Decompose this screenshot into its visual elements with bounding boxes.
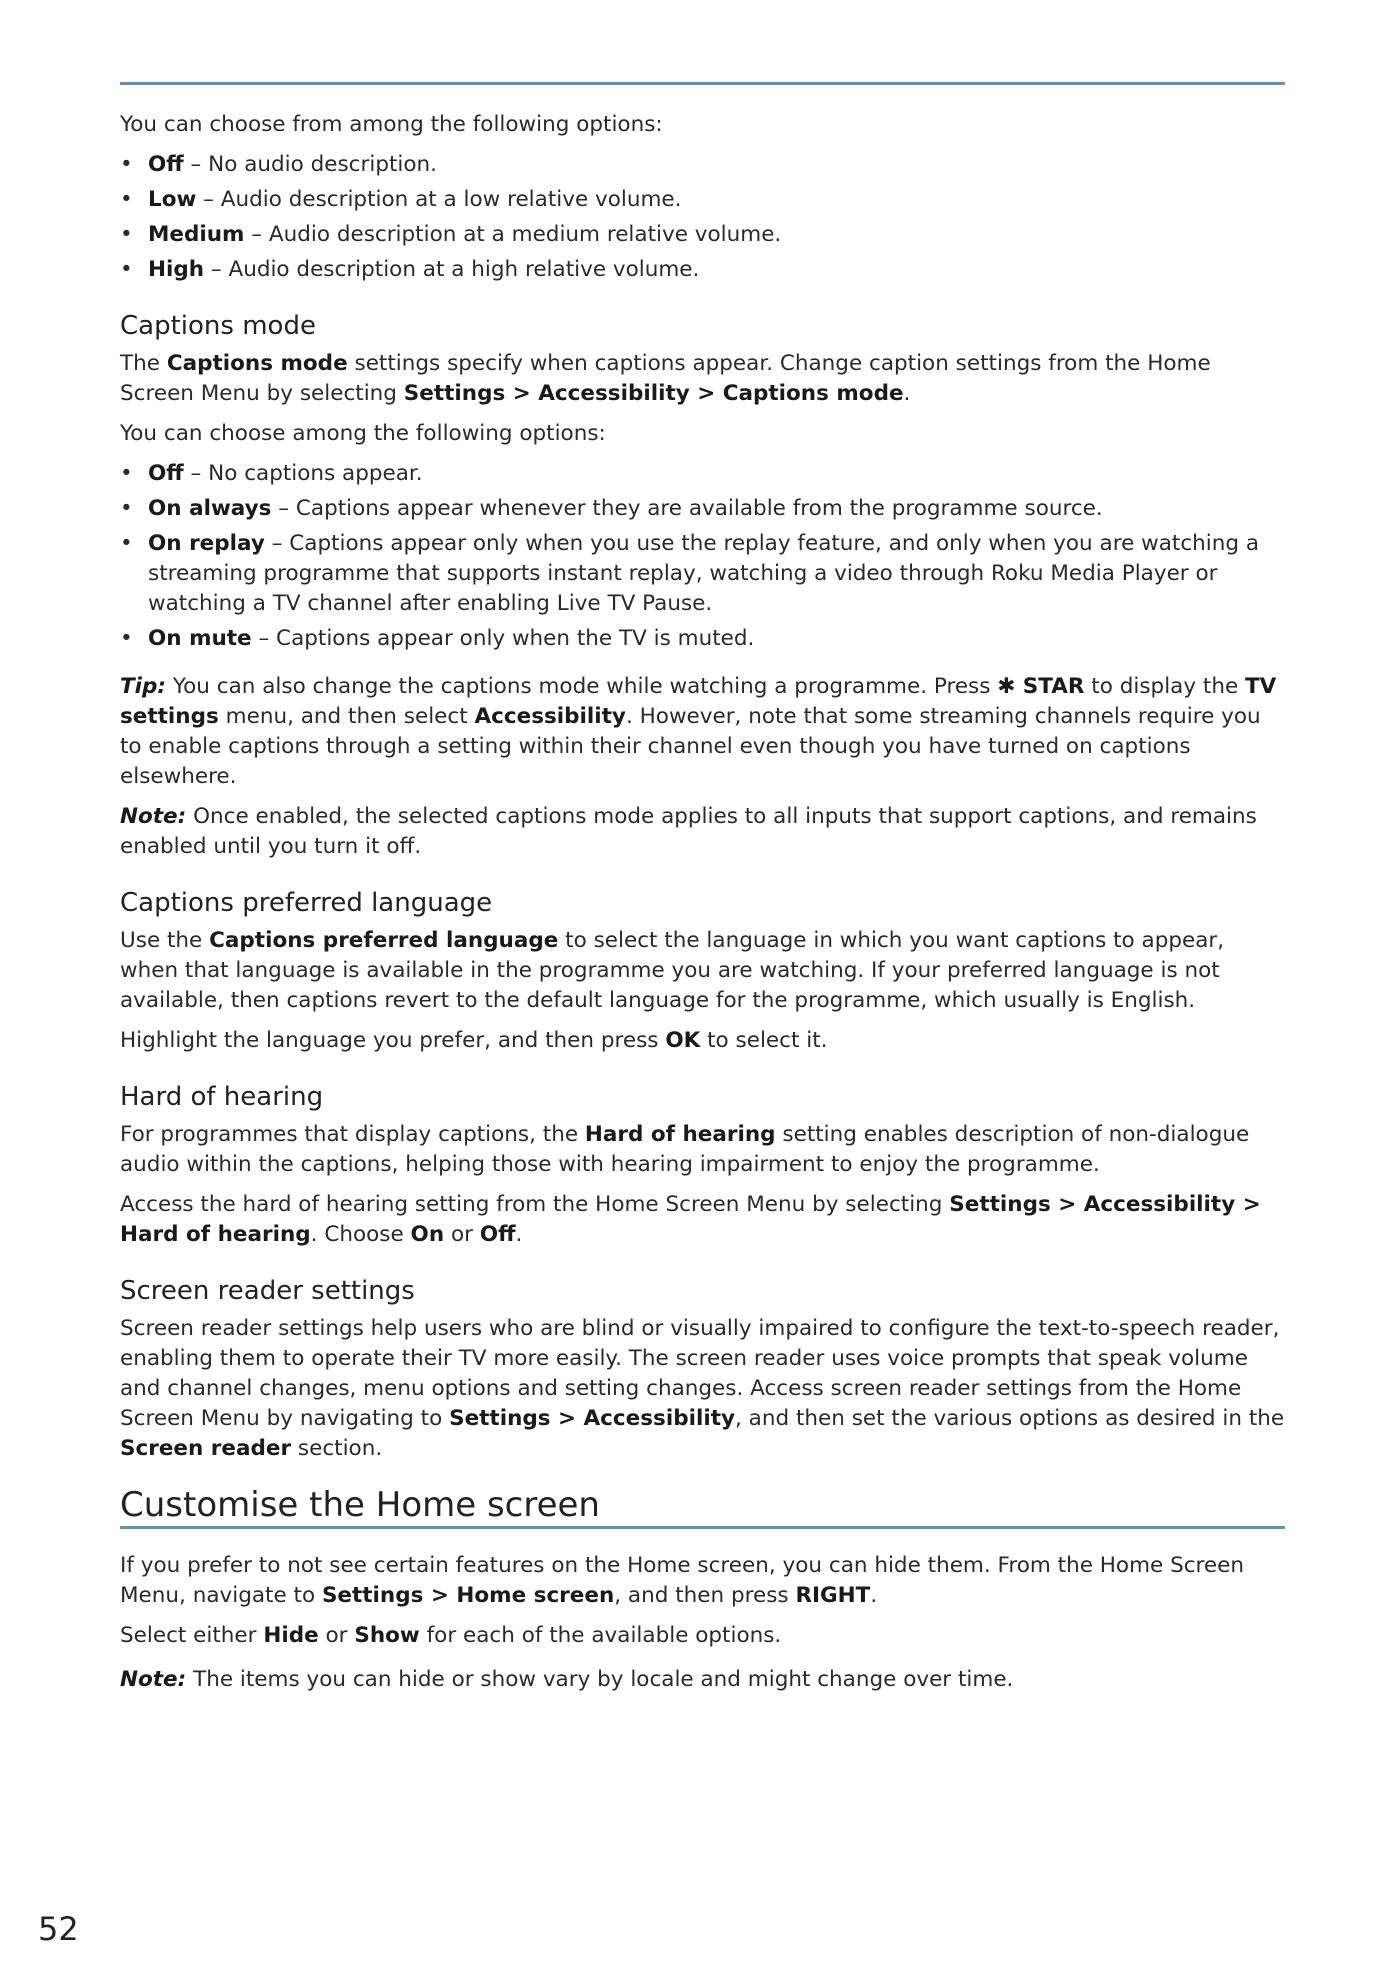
hard-of-hearing-paragraph: For programmes that display captions, the Hard of hearing setting enables description of non-dialogue audio within the captions, helping those with hearing impairment to enjoy the programme. xyxy=(120,1122,1250,1177)
page-content xyxy=(120,110,1285,1705)
screen-reader-heading: Screen reader settings xyxy=(120,1276,415,1306)
captions-note: Note: Once enabled, the selected captions mode applies to all inputs that support captions, and remains enabled until you turn it off. xyxy=(120,804,1257,859)
list-item: • Off – No audio description. xyxy=(120,150,1285,180)
captions-mode-options xyxy=(120,459,1285,654)
captions-tip: Tip: You can also change the captions mode while watching a programme. Press ✱ STAR to display the TV settings menu, and then select Accessibility. However, note that some streaming channels require you to enable captions through a setting within their channel even though you have turned on captions elsewhere. xyxy=(120,674,1277,789)
preferred-language-heading: Captions preferred language xyxy=(120,888,493,918)
hard-of-hearing-heading: Hard of hearing xyxy=(120,1082,324,1112)
list-item: • On mute – Captions appear only when the TV is muted. xyxy=(120,624,1285,654)
customise-paragraph: If you prefer to not see certain features on the Home screen, you can hide them. From the Home Screen Menu, navigate to Settings > Home screen, and then press RIGHT. xyxy=(120,1553,1244,1608)
screen-reader-paragraph: Screen reader settings help users who are blind or visually impaired to configure the text-to-speech reader, enabling them to operate their TV more easily. The screen reader uses voice prompts that speak volume and channel changes, menu options and setting changes. Access screen reader settings from the Home Screen Menu by navigating to Settings > Accessibility, and then set the various options as desired in the Screen reader section. xyxy=(120,1316,1285,1461)
preferred-language-instruction: Highlight the language you prefer, and then press OK to select it. xyxy=(120,1028,828,1053)
hard-of-hearing-access: Access the hard of hearing setting from the Home Screen Menu by selecting Settings > Accessibility > Hard of hearing. Choose On or Off. xyxy=(120,1192,1261,1247)
captions-mode-intro: You can choose among the following options: xyxy=(120,421,606,446)
captions-mode-heading: Captions mode xyxy=(120,311,316,341)
list-item: • On replay – Captions appear only when you use the replay feature, and only when you are watching a streaming programme that supports instant replay, watching a video through Roku Media Player or watching a TV channel after enabling Live TV Pause. xyxy=(120,529,1285,619)
captions-mode-paragraph: The Captions mode settings specify when captions appear. Change caption settings from the Home Screen Menu by selecting Settings > Accessibility > Captions mode. xyxy=(120,351,1211,406)
preferred-language-paragraph: Use the Captions preferred language to select the language in which you want captions to appear, when that language is available in the programme you are watching. If your preferred language is not available, then captions revert to the default language for the programme, which usually is English. xyxy=(120,928,1225,1013)
customise-home-heading: Customise the Home screen xyxy=(120,1490,1285,1529)
list-item: • High – Audio description at a high relative volume. xyxy=(120,255,1285,285)
audio-description-options xyxy=(120,150,1285,285)
ad-intro: You can choose from among the following options: xyxy=(120,112,663,137)
list-item: • Off – No captions appear. xyxy=(120,459,1285,489)
customise-note: Note: The items you can hide or show vary by locale and might change over time. xyxy=(120,1667,1014,1692)
list-item: • Low – Audio description at a low relative volume. xyxy=(120,185,1285,215)
top-rule xyxy=(120,82,1285,85)
customise-select: Select either Hide or Show for each of the available options. xyxy=(120,1623,782,1648)
star-key-label: ✱ STAR xyxy=(997,674,1085,699)
list-item: • On always – Captions appear whenever they are available from the programme source. xyxy=(120,494,1285,524)
page-number: 52 xyxy=(38,1910,79,1948)
list-item: • Medium – Audio description at a medium relative volume. xyxy=(120,220,1285,250)
